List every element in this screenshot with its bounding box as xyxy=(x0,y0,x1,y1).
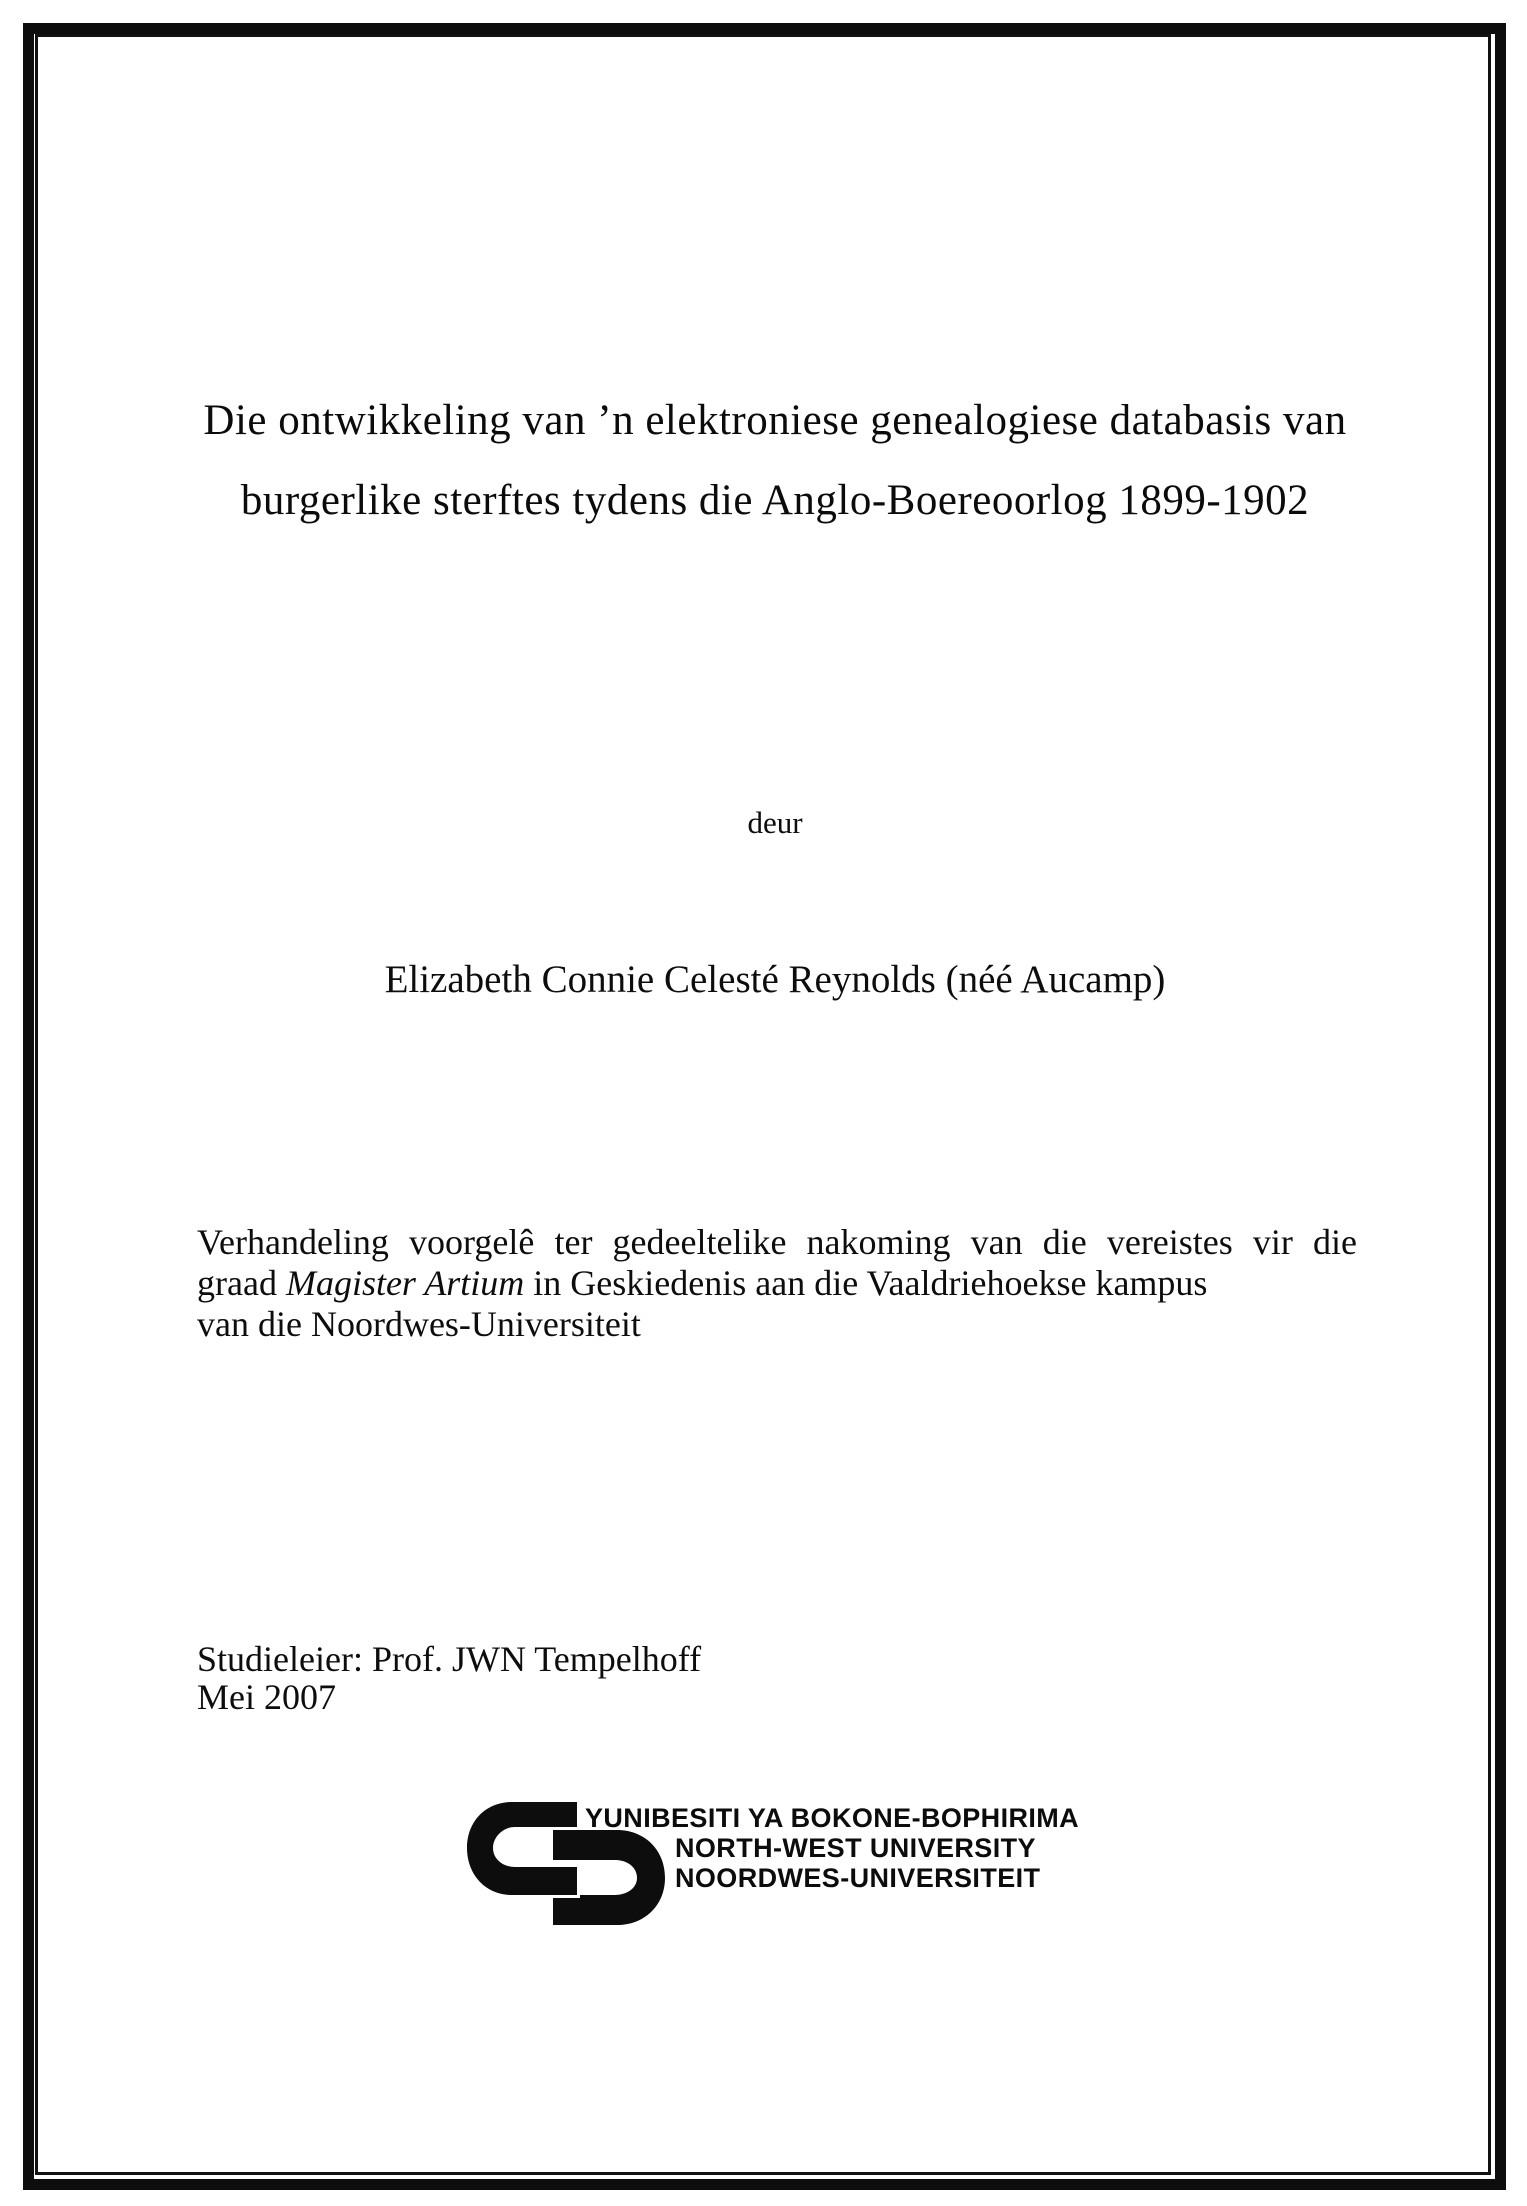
university-name-setswana: YUNIBESITI YA BOKONE-BOPHIRIMA xyxy=(585,1803,1080,1833)
submission-line-3: van die Noordwes-Universiteit xyxy=(197,1304,641,1344)
author-name: Elizabeth Connie Celesté Reynolds (néé Aucamp) xyxy=(384,958,1166,1001)
submission-line-1: Verhandeling voorgelê ter gedeeltelike nakoming van die vereistes vir die xyxy=(197,1222,1357,1262)
degree-name-italic: Magister Artium xyxy=(285,1263,525,1303)
byline-deur: deur xyxy=(747,805,803,840)
submission-statement xyxy=(197,1222,1357,1345)
thesis-title xyxy=(20,381,1527,541)
supervisor-block xyxy=(197,1640,1097,1716)
submission-line-2-post: in Geskiedenis aan die Vaaldriehoekse kampus xyxy=(524,1263,1208,1303)
university-name-english: NORTH-WEST UNIVERSITY xyxy=(675,1833,1036,1863)
date-line: Mei 2007 xyxy=(197,1677,336,1717)
submission-line-2-pre: graad xyxy=(197,1263,286,1303)
thesis-title-line-2: burgerlike sterftes tydens die Anglo-Boereoorlog 1899-1902 xyxy=(240,477,1310,524)
submission-line-2 xyxy=(197,1263,1357,1304)
university-logotype xyxy=(585,1803,1079,1893)
university-name-afrikaans: NOORDWES-UNIVERSITEIT xyxy=(675,1863,1041,1893)
thesis-title-line-1: Die ontwikkeling van ’n elektroniese genealogiese databasis van xyxy=(203,397,1347,444)
supervisor-line: Studieleier: Prof. JWN Tempelhoff xyxy=(197,1639,702,1679)
